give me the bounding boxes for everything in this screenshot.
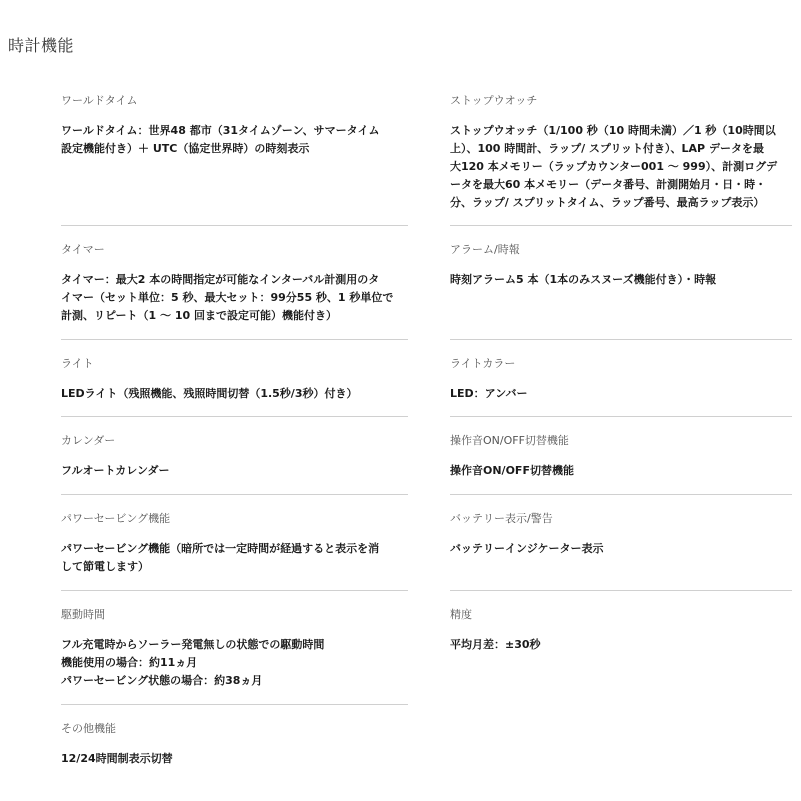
spec-value — [450, 271, 792, 289]
spec-label: カレンダー — [61, 434, 116, 447]
spec-value — [61, 271, 408, 325]
divider — [450, 339, 792, 340]
spec-value — [450, 462, 792, 480]
spec-timer — [61, 243, 408, 325]
spec-line: 平均月差：±30秒 — [450, 638, 541, 651]
divider — [61, 590, 408, 591]
spec-label: ライトカラー — [450, 357, 516, 370]
spec-value — [450, 385, 792, 403]
spec-line: ータを最大60 本メモリー（データ番号、計測開始月・日・時・ — [450, 178, 767, 191]
spec-label: ライト — [61, 357, 94, 370]
spec-line: 時刻アラーム5 本（1本のみスヌーズ機能付き）・時報 — [450, 273, 717, 286]
divider — [61, 494, 408, 495]
divider — [450, 590, 792, 591]
spec-line: 12/24時間制表示切替 — [61, 752, 173, 765]
spec-label: 駆動時間 — [61, 608, 105, 621]
spec-line: フル充電時からソーラー発電無しの状態での駆動時間 — [61, 638, 325, 651]
spec-line: タイマー：最大2 本の時間指定が可能なインターバル計測用のタ — [61, 273, 380, 286]
divider — [61, 339, 408, 340]
divider — [450, 416, 792, 417]
spec-sound — [450, 434, 792, 480]
spec-label: タイマー — [61, 243, 105, 256]
spec-alarm — [450, 243, 792, 289]
spec-label: パワーセービング機能 — [61, 512, 171, 525]
spec-stopwatch — [450, 94, 792, 212]
spec-line: 分、ラップ/ スプリットタイム、ラップ番号、最高ラップ表示） — [450, 196, 765, 209]
spec-label: 精度 — [450, 608, 472, 621]
spec-battery — [450, 512, 792, 558]
spec-value — [450, 540, 792, 558]
spec-value — [61, 750, 408, 768]
spec-accuracy — [450, 608, 792, 654]
divider — [450, 494, 792, 495]
divider — [61, 416, 408, 417]
spec-line: ワールドタイム：世界48 都市（31タイムゾーン、サマータイム — [61, 124, 380, 137]
spec-label: バッテリー表示/警告 — [450, 512, 553, 525]
spec-line: 設定機能付き）＋ UTC（協定世界時）の時刻表示 — [61, 142, 310, 155]
spec-light-color — [450, 357, 792, 403]
spec-value — [61, 540, 408, 576]
spec-label: ワールドタイム — [61, 94, 138, 107]
spec-line: 操作音ON/OFF切替機能 — [450, 464, 574, 477]
spec-value — [61, 462, 408, 480]
spec-calendar — [61, 434, 408, 480]
spec-line: LEDライト（残照機能、残照時間切替（1.5秒/3秒）付き） — [61, 387, 358, 400]
spec-label: 操作音ON/OFF切替機能 — [450, 434, 569, 447]
spec-label: アラーム/時報 — [450, 243, 520, 256]
spec-value — [61, 385, 408, 403]
spec-line: ストップウオッチ（1/100 秒（10 時間未満）／1 秒（10時間以 — [450, 124, 776, 137]
spec-line: バッテリーインジケーター表示 — [450, 542, 604, 555]
spec-line: LED：アンバー — [450, 387, 528, 400]
spec-value — [450, 122, 792, 212]
spec-line: して節電します） — [61, 560, 149, 573]
spec-line: パワーセービング状態の場合：約38ヵ月 — [61, 674, 263, 687]
spec-label: その他機能 — [61, 722, 116, 735]
spec-label: ストップウオッチ — [450, 94, 538, 107]
spec-line: 計測、リピート（1 ～ 10 回まで設定可能）機能付き） — [61, 309, 338, 322]
spec-world-time — [61, 94, 408, 158]
page-title: 時計機能 — [8, 36, 75, 55]
spec-line: イマー（セット単位：5 秒、最大セット：99分55 秒、1 秒単位で — [61, 291, 394, 304]
spec-line: パワーセービング機能（暗所では一定時間が経過すると表示を消 — [61, 542, 380, 555]
spec-line: 上）、100 時間計、ラップ/ スプリット付き）、LAP データを最 — [450, 142, 764, 155]
divider — [61, 225, 408, 226]
spec-value — [61, 122, 408, 158]
spec-line: フルオートカレンダー — [61, 464, 170, 477]
spec-other — [61, 722, 408, 768]
divider — [61, 704, 408, 705]
spec-value — [450, 636, 792, 654]
divider — [450, 225, 792, 226]
spec-light — [61, 357, 408, 403]
spec-drive-time — [61, 608, 408, 690]
spec-line: 機能使用の場合：約11ヵ月 — [61, 656, 198, 669]
spec-value — [61, 636, 408, 690]
spec-power-saving — [61, 512, 408, 576]
spec-line: 大120 本メモリー（ラップカウンター001 ～ 999）、計測ログデ — [450, 160, 778, 173]
